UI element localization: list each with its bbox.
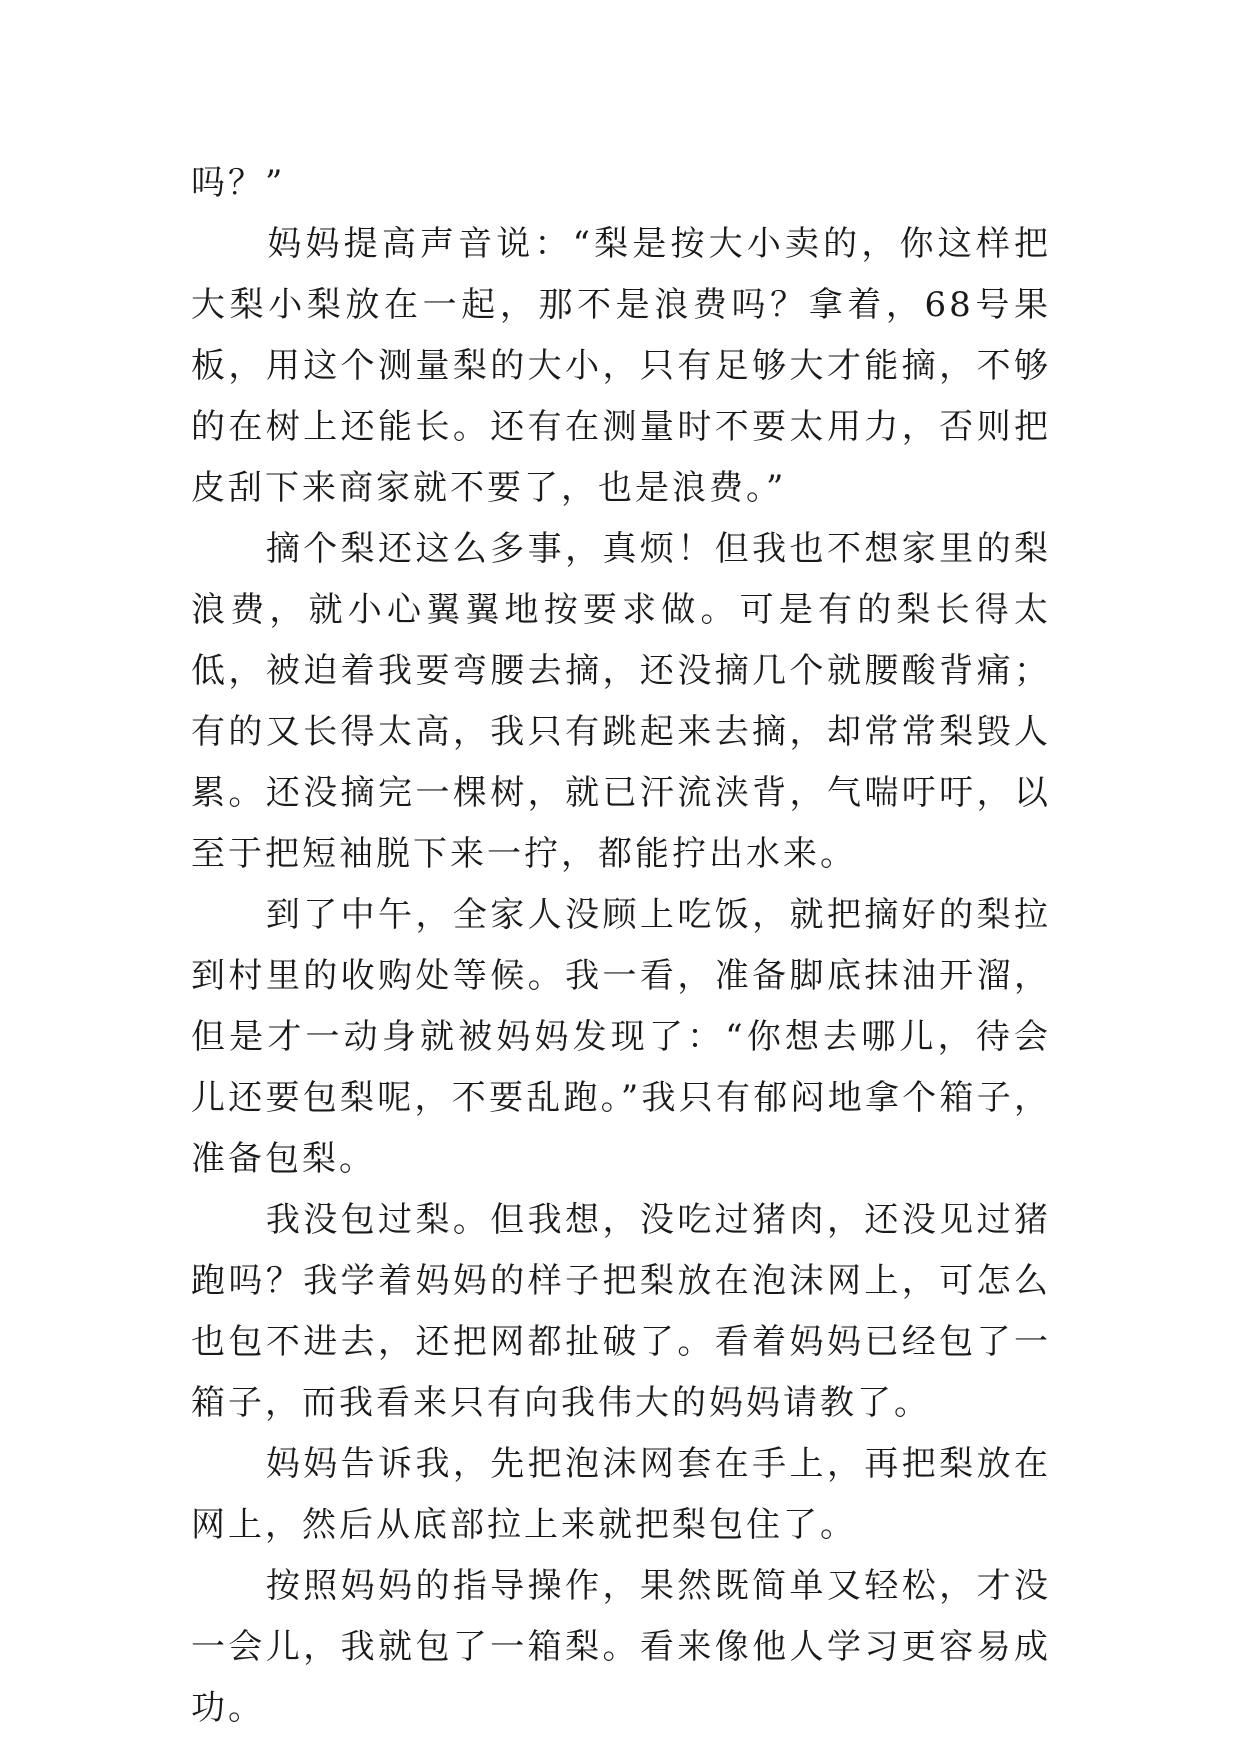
body-text	[191, 153, 1051, 1739]
paragraph: 吗？”	[191, 163, 286, 203]
paragraph: 我没包过梨。但我想，没吃过猪肉，还没见过猪跑吗？我学着妈妈的样子把梨放在泡沫网上，可怎么也包不进去，还把网都扯破了。看着妈妈已经包了一箱子，而我看来只有向我伟大的妈妈请教了。	[191, 1200, 1051, 1423]
paragraph: 摘个梨还这么多事，真烦！但我也不想家里的梨浪费，就小心翼翼地按要求做。可是有的梨长得太低，被迫着我要弯腰去摘，还没摘几个就腰酸背痛；有的又长得太高，我只有跳起来去摘，却常常梨毁人累。还没摘完一棵树，就已汗流浃背，气喘吁吁，以至于把短袖脱下来一拧，都能拧出水来。	[191, 529, 1051, 874]
paragraph: 妈妈告诉我，先把泡沫网套在手上，再把梨放在网上，然后从底部拉上来就把梨包住了。	[191, 1444, 1051, 1545]
paragraph: 到了中午，全家人没顾上吃饭，就把摘好的梨拉到村里的收购处等候。我一看，准备脚底抹油开溜，但是才一动身就被妈妈发现了：“你想去哪儿，待会儿还要包梨呢，不要乱跑。”我只有郁闷地拿个箱子，准备包梨。	[191, 895, 1051, 1179]
paragraph: 按照妈妈的指导操作，果然既简单又轻松，才没一会儿，我就包了一箱梨。看来像他人学习更容易成功。	[191, 1566, 1051, 1728]
paragraph: 妈妈提高声音说：“梨是按大小卖的，你这样把大梨小梨放在一起，那不是浪费吗？拿着，68号果板，用这个测量梨的大小，只有足够大才能摘，不够的在树上还能长。还有在测量时不要太用力，否则把皮刮下来商家就不要了，也是浪费。”	[191, 224, 1051, 508]
